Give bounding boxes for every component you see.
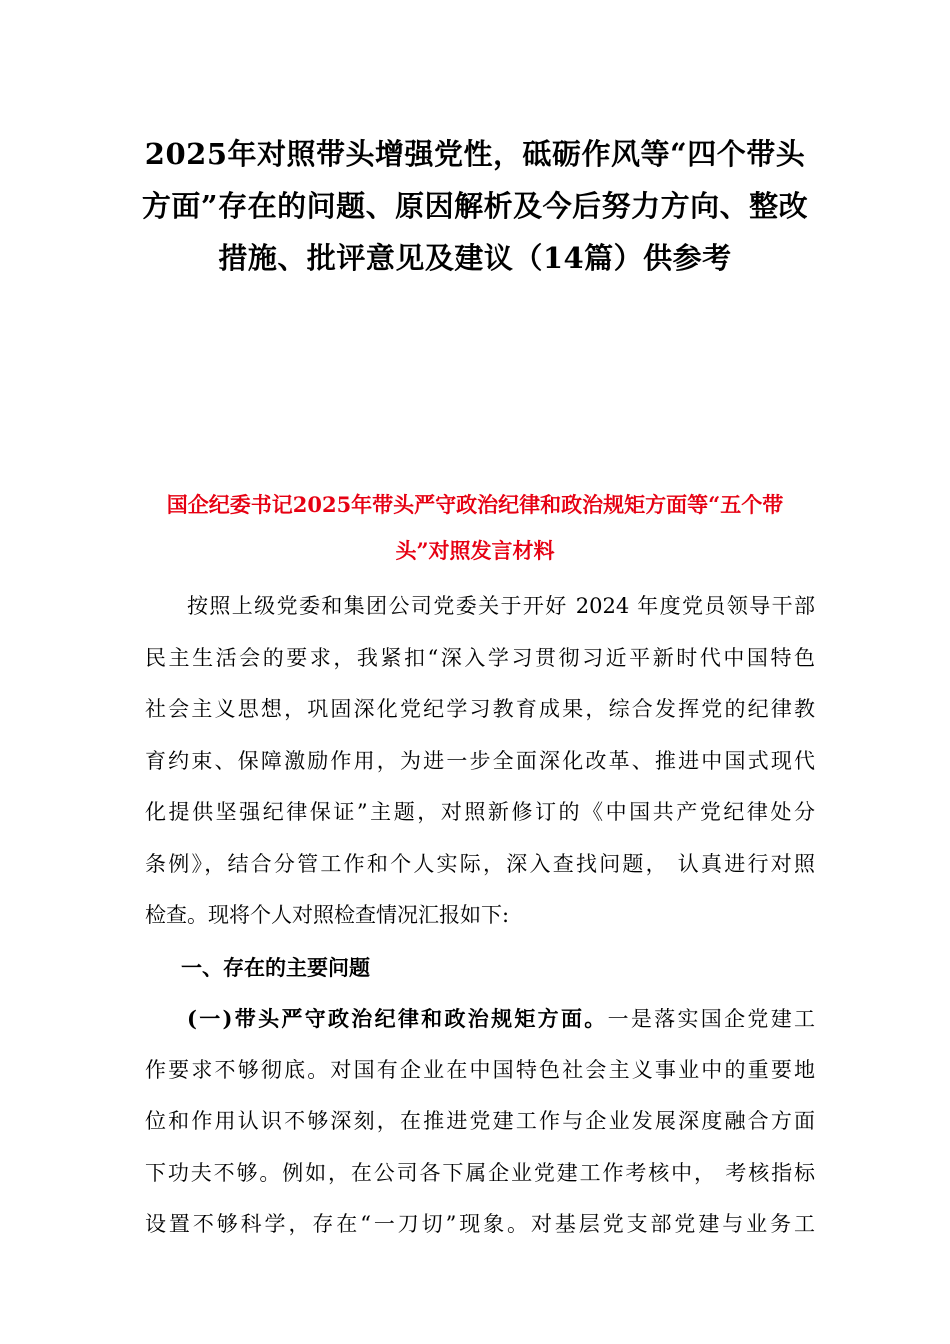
paragraph-line: 位和作用认识不够深刻，在推进党建工作与企业发展深度融合方面 bbox=[145, 1109, 815, 1133]
paragraph-line bbox=[145, 993, 815, 1045]
paragraph-line: 民主生活会的要求，我紧扣“深入学习贯彻习近平新时代中国特色 bbox=[145, 645, 815, 670]
paragraph-line: 育约束、保障激励作用，为进一步全面深化改革、推进中国式现代 bbox=[145, 748, 815, 773]
paragraph-line: 设置不够科学，存在“一刀切”现象。对基层党支部党建与业务工 bbox=[145, 1212, 815, 1236]
point-lead-rest: 一是落实国企党建工 bbox=[607, 1007, 816, 1031]
document-title bbox=[140, 128, 810, 284]
article-subtitle-line: 国企纪委书记2025年带头严守政治纪律和政治规矩方面等“五个带 bbox=[166, 492, 784, 517]
document-title-line: 2025年对照带头增强党性，砥砺作风等“四个带头 bbox=[144, 137, 806, 171]
paragraph-line: 检查。现将个人对照检查情况汇报如下: bbox=[145, 903, 510, 927]
paragraph-line: 条例》，结合分管工作和个人实际，深入查找问题， 认真进行对照 bbox=[145, 851, 815, 876]
document-title-line: 方面”存在的问题、原因解析及今后努力方向、整改 bbox=[141, 189, 809, 223]
paragraph-line: 社会主义思想，巩固深化党纪学习教育成果，综合发挥党的纪律教 bbox=[145, 697, 815, 721]
paragraph-line: 化提供坚强纪律保证”主题，对照新修订的《中国共产党纪律处分 bbox=[145, 800, 815, 824]
section-heading: 一、存在的主要问题 bbox=[181, 954, 370, 980]
point-one-paragraph bbox=[145, 993, 815, 1251]
article-body bbox=[145, 581, 815, 1251]
article-subtitle-line: 头”对照发言材料 bbox=[395, 538, 555, 563]
article-subtitle bbox=[140, 482, 810, 574]
document-title-line: 措施、批评意见及建议（14篇）供参考 bbox=[218, 241, 732, 275]
point-lead: (一)带头严守政治纪律和政治规矩方面。 bbox=[187, 1006, 608, 1031]
paragraph-line: 按照上级党委和集团公司党委关于开好 2024 年度党员领导干部 bbox=[187, 594, 815, 618]
paragraph-line: 下功夫不够。例如，在公司各下属企业党建工作考核中， 考核指标 bbox=[145, 1160, 815, 1185]
paragraph-line: 作要求不够彻底。对国有企业在中国特色社会主义事业中的重要地 bbox=[145, 1057, 815, 1082]
intro-paragraph bbox=[145, 581, 815, 942]
